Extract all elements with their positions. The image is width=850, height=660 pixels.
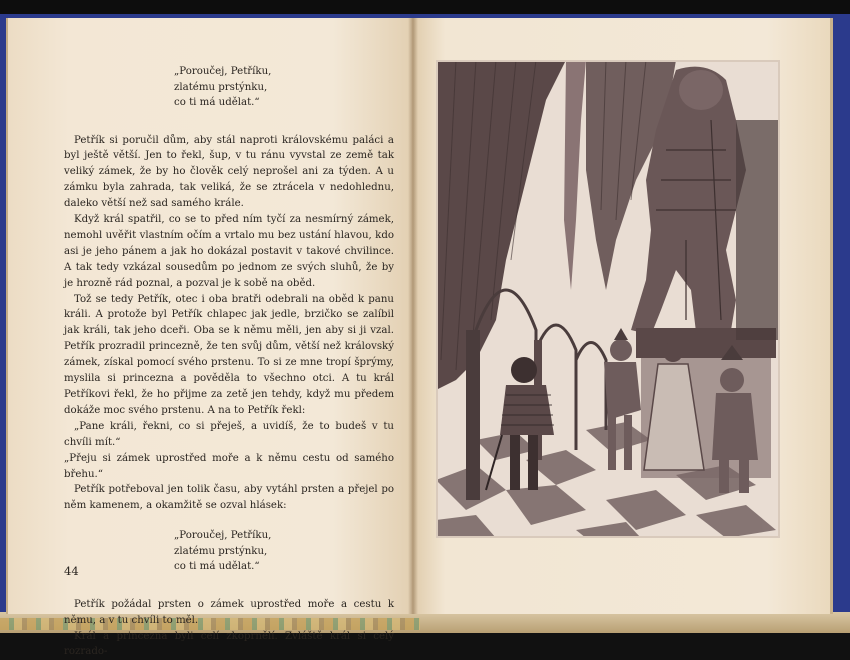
verse-line: zlatému prstýnku,	[174, 545, 268, 557]
paragraph: Petřík požádal prsten o zámek uprostřed moře a cestu k němu, a v tu chvíli to měl.	[64, 598, 394, 626]
pillar	[466, 330, 480, 500]
verse-line: „Poroučej, Petříku,	[174, 530, 272, 542]
paragraph: Petřík potřeboval jen tolik času, aby vytáhl prsten a přejel po něm kamenem, a okamžitě se ozval hlásek:	[64, 484, 394, 512]
paragraph: Král a princezna byli celí zkoprnělí. Zvláště král si celý rozrado-	[64, 630, 394, 658]
paragraph: Když král spatřil, co se to před ním tyčí za nesmírný zámek, nemohl uvěřit vlastním očím a vrtalo mu bez ustání hlavou, kdo asi je jeho pánem a jak ho dokázal postavit v takové chvilince. A tak tedy vzkázal sousedům po jednom ze svých sluhů, že by je hrozně rád poznal, a pozval je k sobě na oběd.	[64, 214, 394, 289]
left-page-text	[64, 64, 394, 660]
paragraph: „Přeju si zámek uprostřed moře a k němu cestu od samého břehu.“	[64, 452, 394, 480]
background-top	[0, 0, 850, 14]
left-page	[6, 18, 414, 658]
verse-1	[174, 64, 394, 111]
illustration-knight-statue-hall	[436, 60, 780, 538]
verse-line: „Poroučej, Petříku,	[174, 66, 272, 77]
verse-2	[174, 528, 394, 575]
paragraph: „Pane králi, řekni, co si přeješ, a uvidíš, že to budeš v tu chvíli mít.“	[64, 420, 394, 448]
book-gutter	[408, 18, 418, 614]
verse-line: co ti má udělat.“	[174, 97, 260, 108]
paragraph: Tož se tedy Petřík, otec i oba bratři odebrali na oběd k panu králi. A protože byl Petřík chlapec jak jedle, brzičko se zalíbil jak králi, tak jeho dceři. Oba se k němu měli, jen aby si ji vzal. Petřík prozradil princezně, že ten svůj dům, větší než královský zámek, získal pomocí svého prstenu. To si ze mne tropí šprýmy, myslila si princezna a pověděla to všechno otci. A tu král Petříkovi řekl, že ho přijme za zetě jen tehdy, když mu předem dokáže moc svého prstenu. A na to Petřík řekl:	[64, 293, 394, 416]
page-number: 44	[64, 564, 79, 578]
verse-line: zlatému prstýnku,	[174, 81, 268, 93]
paragraph: Petřík si poručil dům, aby stál naproti královskému paláci a byl ještě větší. Jen to řekl, šup, v tu ránu vyvstal ze země tak veliký zámek, že by ho člověk celý neprošel ani za týden. A u zámku byla zahrada, tak veliká, že se ztrácela v nedohlednu, daleko větší než sad samého krále.	[64, 134, 394, 210]
verse-line: co ti má udělat.“	[174, 561, 260, 573]
